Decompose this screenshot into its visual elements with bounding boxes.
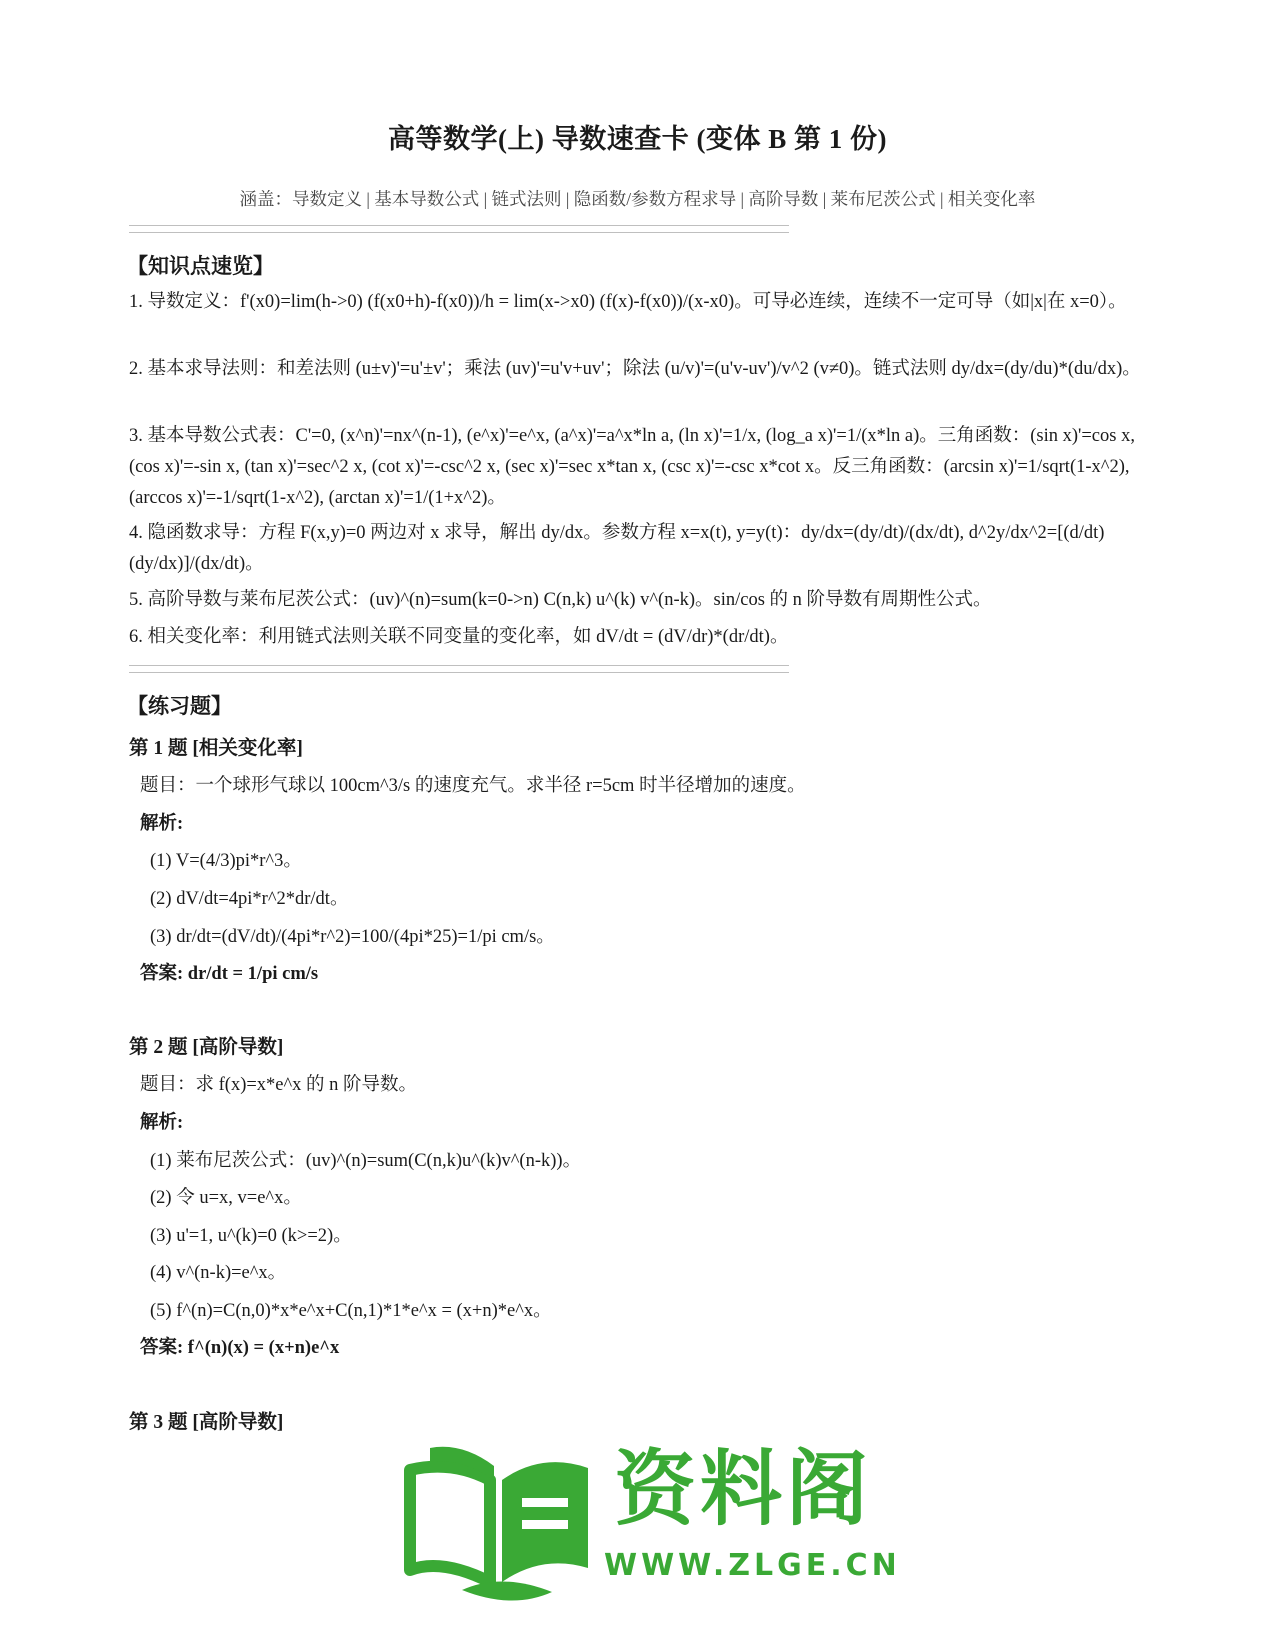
question-title: 第 3 题 [高阶导数]: [129, 1412, 284, 1433]
knowledge-item-1: 1. 导数定义：f'(x0)=lim(h->0) (f(x0+h)-f(x0))/h = lim(x->x0) (f(x)-f(x0))/(x-x0)。可导必连续，连续不一定可导（如|x|在 x=0）。: [129, 292, 1127, 312]
solution-step: (2) dV/dt=4pi*r^2*dr/dt。: [150, 889, 349, 909]
separator-line: [129, 665, 789, 673]
answer-label: 答案:: [140, 1338, 184, 1358]
solution-step: (5) f^(n)=C(n,0)*x*e^x+C(n,1)*1*e^x = (x+n)*e^x。: [150, 1301, 552, 1321]
page-subtitle: 涵盖：导数定义 | 基本导数公式 | 链式法则 | 隐函数/参数方程求导 | 高阶导数 | 莱布尼茨公式 | 相关变化率: [239, 189, 1036, 209]
watermark-url: WWW.ZLGE.CN: [604, 1548, 901, 1583]
analysis-label: 解析:: [140, 1113, 184, 1133]
question-title: 第 2 题 [高阶导数]: [129, 1037, 284, 1058]
knowledge-item-2: 2. 基本求导法则：和差法则 (u±v)'=u'±v'；乘法 (uv)'=u'v+uv'；除法 (u/v)'=(u'v-uv')/v^2 (v≠0)。链式法则 dy/dx=(dy/du)*(du/dx)。: [129, 359, 1141, 379]
practice-heading: 【练习题】: [127, 694, 232, 718]
solution-step: (1) V=(4/3)pi*r^3。: [150, 851, 302, 871]
solution-step: (4) v^(n-k)=e^x。: [150, 1263, 287, 1283]
answer-label: 答案:: [140, 964, 184, 984]
knowledge-item-6: 6. 相关变化率：利用链式法则关联不同变量的变化率，如 dV/dt = (dV/dr)*(dr/dt)。: [129, 627, 789, 647]
solution-step: (2) 令 u=x, v=e^x。: [150, 1188, 302, 1208]
answer-line: [140, 959, 318, 985]
question-problem: 题目：求 f(x)=x*e^x 的 n 阶导数。: [140, 1075, 418, 1095]
solution-step: (3) dr/dt=(dV/dt)/(4pi*r^2)=100/(4pi*25)=1/pi cm/s。: [150, 927, 555, 947]
solution-step: (1) 莱布尼茨公式：(uv)^(n)=sum(C(n,k)u^(k)v^(n-k))。: [150, 1151, 582, 1171]
question-problem: 题目：一个球形气球以 100cm^3/s 的速度充气。求半径 r=5cm 时半径增加的速度。: [140, 776, 806, 796]
answer-line: [140, 1333, 339, 1359]
separator-line: [129, 225, 789, 233]
knowledge-item-5: 5. 高阶导数与莱布尼茨公式：(uv)^(n)=sum(k=0->n) C(n,k) u^(k) v^(n-k)。sin/cos 的 n 阶导数有周期性公式。: [129, 590, 992, 610]
knowledge-item-4: 4. 隐函数求导：方程 F(x,y)=0 两边对 x 求导，解出 dy/dx。参数方程 x=x(t), y=y(t)：dy/dx=(dy/dt)/(dx/dt), d^2y/dx^2=[(d/dt)(dy/dx)]/(dx/dt)。: [129, 523, 1105, 574]
knowledge-heading: 【知识点速览】: [127, 254, 274, 278]
answer-value: dr/dt = 1/pi cm/s: [187, 964, 319, 984]
solution-step: (3) u'=1, u^(k)=0 (k>=2)。: [150, 1226, 352, 1246]
knowledge-item-3: 3. 基本导数公式表：C'=0, (x^n)'=nx^(n-1), (e^x)'=e^x, (a^x)'=a^x*ln a, (ln x)'=1/x, (log_a x)'=1/(x*ln a)。三角函数：(sin x)'=cos x, (cos x)'=-sin x, (tan x)'=sec^2 x, (cot x)'=-csc^2 x, (sec x)'=sec x*tan x, (csc x)'=-csc x*cot x。反三角函数：(arcsin x)'=1/sqrt(1-x^2), (arccos x)'=-1/sqrt(1-x^2), (arctan x)'=1/(1+x^2)。: [129, 426, 1135, 508]
analysis-label: 解析:: [140, 814, 184, 834]
watermark-logo: [402, 1440, 901, 1610]
answer-value: f^(n)(x) = (x+n)e^x: [187, 1338, 340, 1358]
book-icon: [402, 1440, 602, 1610]
page-title: 高等数学(上) 导数速查卡 (变体 B 第 1 份): [388, 124, 887, 154]
watermark-name: 资料阁: [614, 1442, 873, 1537]
question-title: 第 1 题 [相关变化率]: [129, 738, 303, 759]
